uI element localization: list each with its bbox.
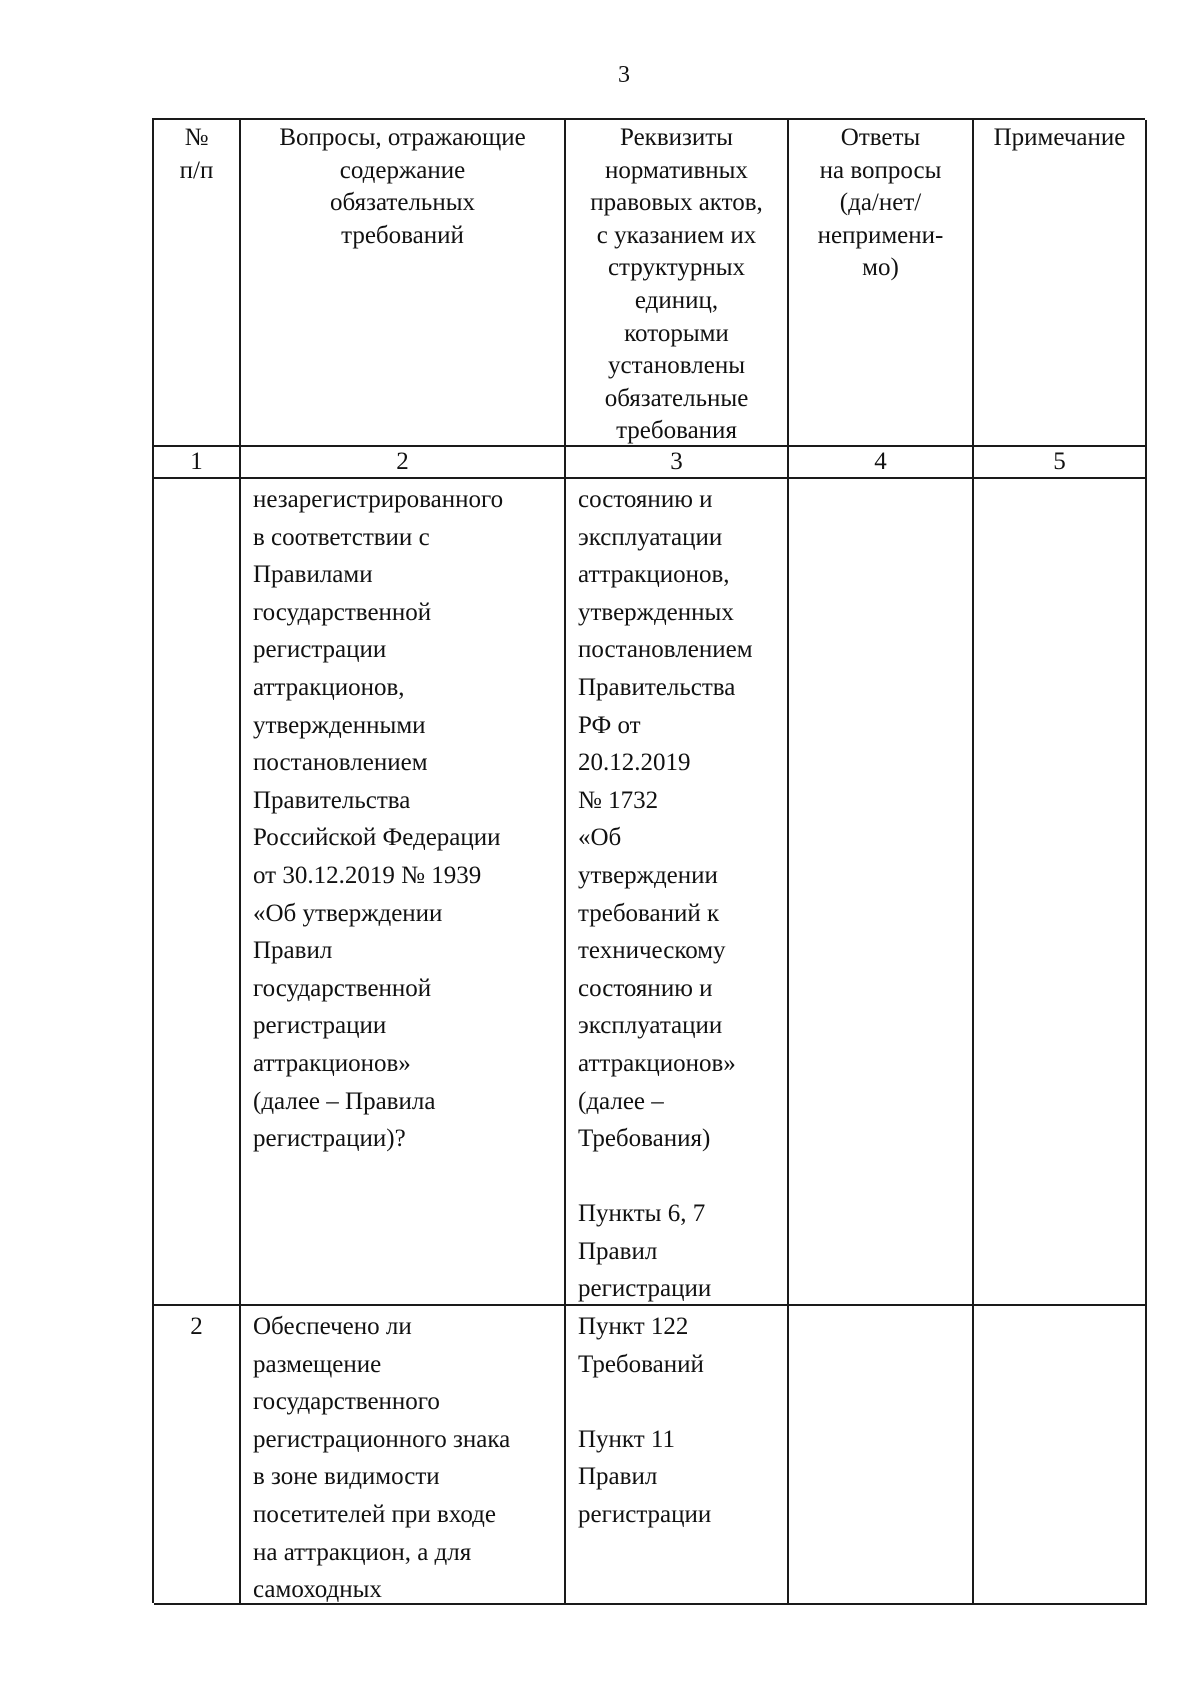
- text-line: Реквизиты: [620, 124, 733, 151]
- text-line: эксплуатации: [578, 523, 723, 551]
- text-line: постановлением: [253, 749, 428, 777]
- text-line: «Об утверждении: [253, 899, 443, 927]
- text-line: на аттракцион, а для: [253, 1538, 472, 1566]
- column-number-2: 2: [241, 447, 566, 479]
- text-line: аттракционов»: [253, 1049, 411, 1077]
- text-line: нормативных: [605, 156, 748, 184]
- text-line: Правил: [578, 1463, 658, 1491]
- text-line: непримени-: [817, 221, 944, 249]
- header-answers: [789, 120, 974, 447]
- row-question: [241, 479, 566, 1306]
- text-line: мо): [862, 254, 899, 282]
- text-line: Вопросы, отражающие: [279, 124, 526, 151]
- text-line: единиц,: [634, 286, 719, 314]
- text-line: Пункт 122: [578, 1313, 689, 1340]
- text-line: Требований: [578, 1350, 704, 1378]
- text-line: (далее – Правила: [253, 1087, 436, 1115]
- page-number: 3: [618, 62, 630, 88]
- text-line: на вопросы: [819, 156, 942, 184]
- text-line: Требования): [578, 1125, 711, 1153]
- text-line: Правительства: [253, 786, 411, 814]
- header-number: [154, 120, 241, 447]
- header-questions: [241, 120, 566, 447]
- text-line: требований к: [578, 899, 720, 927]
- text-line: в зоне видимости: [253, 1463, 440, 1491]
- blank-line: [578, 1383, 781, 1421]
- text-line: Правил: [253, 937, 333, 965]
- text-line: 20.12.2019: [578, 749, 691, 777]
- row-answer: [789, 1306, 974, 1605]
- text-line: п/п: [179, 156, 214, 184]
- row-requisites: [566, 479, 789, 1306]
- row-index: 2: [154, 1306, 241, 1605]
- text-line: Российской Федерации: [253, 824, 501, 852]
- row-question: [241, 1306, 566, 1605]
- text-line: постановлением: [578, 636, 753, 664]
- text-line: Пункты 6, 7: [578, 1200, 706, 1228]
- text-line: самоходных: [253, 1576, 382, 1604]
- text-line: Правилами: [253, 561, 373, 589]
- column-number-5: 5: [974, 447, 1147, 479]
- text-line: регистрации: [578, 1275, 712, 1303]
- text-line: посетителей при входе: [253, 1500, 496, 1528]
- text-line: требования: [616, 417, 737, 445]
- text-line: Ответы: [840, 124, 921, 151]
- text-line: Правительства: [578, 673, 736, 701]
- text-line: Обеспечено ли: [253, 1313, 412, 1340]
- text-line: обязательных: [330, 189, 475, 217]
- text-line: «Об: [578, 824, 622, 852]
- column-number-3: 3: [566, 447, 789, 479]
- row-note: [974, 1306, 1147, 1605]
- text-line: №: [184, 124, 209, 151]
- text-line: регистрации: [253, 636, 387, 664]
- text-line: РФ от: [578, 711, 641, 739]
- text-line: размещение: [253, 1350, 382, 1378]
- row-index: [154, 479, 241, 1306]
- checklist-table: [152, 118, 1145, 1603]
- text-line: эксплуатации: [578, 1012, 723, 1040]
- text-line: с указанием их: [596, 221, 757, 249]
- header-note: [974, 120, 1147, 447]
- text-line: техническому: [578, 937, 726, 965]
- text-line: утверждении: [578, 861, 718, 889]
- text-line: Правил: [578, 1237, 658, 1265]
- text-line: государственной: [253, 974, 432, 1002]
- text-line: регистрации: [253, 1012, 387, 1040]
- text-line: состоянию и: [578, 486, 713, 513]
- header-requisites: [566, 120, 789, 447]
- text-line: незарегистрированного: [253, 486, 504, 513]
- text-line: состоянию и: [578, 974, 713, 1002]
- text-line: (далее –: [578, 1087, 664, 1115]
- text-line: аттракционов,: [578, 561, 730, 589]
- text-line: государственной: [253, 598, 432, 626]
- text-line: регистрационного знака: [253, 1425, 511, 1453]
- text-line: от 30.12.2019 № 1939: [253, 861, 482, 889]
- blank-line: [578, 1158, 781, 1196]
- text-line: утвержденных: [578, 598, 734, 626]
- text-line: установлены: [607, 352, 746, 380]
- column-number-4: 4: [789, 447, 974, 479]
- text-line: обязательные: [604, 384, 749, 412]
- text-line: аттракционов»: [578, 1049, 736, 1077]
- column-number-1: 1: [154, 447, 241, 479]
- text-line: регистрации: [578, 1500, 712, 1528]
- row-note: [974, 479, 1147, 1306]
- text-line: Пункт 11: [578, 1425, 675, 1453]
- text-line: требований: [341, 221, 464, 249]
- text-line: аттракционов,: [253, 673, 405, 701]
- text-line: в соответствии с: [253, 523, 430, 551]
- text-line: Примечание: [993, 124, 1126, 151]
- row-answer: [789, 479, 974, 1306]
- text-line: № 1732: [578, 786, 659, 814]
- text-line: правовых актов,: [590, 189, 763, 217]
- text-line: содержание: [339, 156, 466, 184]
- row-requisites: [566, 1306, 789, 1605]
- text-line: структурных: [607, 254, 746, 282]
- text-line: утвержденными: [253, 711, 426, 739]
- text-line: государственного: [253, 1388, 440, 1416]
- text-line: регистрации)?: [253, 1125, 406, 1153]
- text-line: которыми: [624, 319, 729, 347]
- text-line: (да/нет/: [839, 189, 922, 217]
